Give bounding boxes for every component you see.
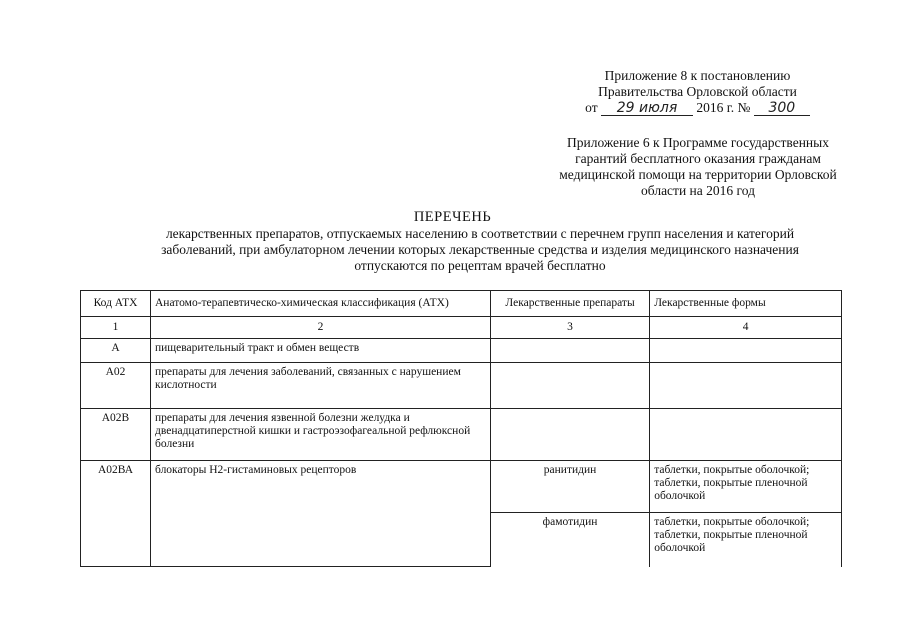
header-atc-classification: Анатомо-терапевтическо-химическая классификация (АТХ) <box>151 291 491 317</box>
appendix-6-line1: Приложение 6 к Программе государственных <box>567 135 829 150</box>
subtitle-line1: лекарственных препаратов, отпускаемых населению в соответствии с перечнем групп населения и категорий <box>165 226 795 241</box>
drug-cell: ранитидин <box>490 461 649 513</box>
document-title: ПЕРЕЧЕНЬ <box>413 209 492 225</box>
appendix-8-date-line <box>575 100 820 116</box>
document-subtitle <box>95 226 865 274</box>
table-row <box>81 461 842 513</box>
forms-cell: таблетки, покрытые оболочкой; таблетки, покрытые пленочной оболочкой <box>650 513 842 567</box>
year-text: 2016 г. № <box>696 100 751 115</box>
atc-code-cell: А02ВА <box>81 461 151 567</box>
subtitle-line3: отпускаются по рецептам врачей бесплатно <box>354 258 606 273</box>
table-row <box>81 363 842 409</box>
forms-cell <box>650 339 842 363</box>
appendix-6-line3: медицинской помощи на территории Орловской <box>559 167 837 182</box>
handwritten-date: 29 июля <box>601 101 693 116</box>
forms-cell <box>650 363 842 409</box>
appendix-6-line2: гарантий бесплатного оказания гражданам <box>575 151 821 166</box>
drug-cell <box>490 409 649 461</box>
column-number: 2 <box>151 317 491 339</box>
forms-cell: таблетки, покрытые оболочкой; таблетки, покрытые пленочной оболочкой <box>650 461 842 513</box>
column-number: 4 <box>650 317 842 339</box>
handwritten-number: 300 <box>754 101 810 116</box>
drug-cell: фамотидин <box>490 513 649 567</box>
atc-class-cell: препараты для лечения язвенной болезни желудка и двенадцатиперстной кишки и гастроэзофагеальной рефлюксной болезни <box>151 409 491 461</box>
medications-table <box>80 290 842 567</box>
atc-code-cell: А02В <box>81 409 151 461</box>
drug-cell <box>490 363 649 409</box>
table-row <box>81 339 842 363</box>
atc-class-cell: пищеварительный тракт и обмен веществ <box>151 339 491 363</box>
atc-class-cell: препараты для лечения заболеваний, связанных с нарушением кислотности <box>151 363 491 409</box>
appendix-8-line2: Правительства Орловской области <box>598 84 797 99</box>
table-header-row <box>81 291 842 317</box>
column-number: 3 <box>490 317 649 339</box>
drug-cell <box>490 339 649 363</box>
header-atc-code: Код АТХ <box>81 291 151 317</box>
appendix-6-line4: области на 2016 год <box>641 183 755 198</box>
subtitle-line2: заболеваний, при амбулаторном лечении которых лекарственные средства и изделия медицинского назначения <box>161 242 799 257</box>
date-prefix: от <box>585 100 598 115</box>
atc-code-cell: А02 <box>81 363 151 409</box>
header-forms: Лекарственные формы <box>650 291 842 317</box>
atc-class-cell: блокаторы Н2-гистаминовых рецепторов <box>151 461 491 567</box>
appendix-6-header <box>538 135 858 199</box>
column-number-row <box>81 317 842 339</box>
table-row <box>81 409 842 461</box>
forms-cell <box>650 409 842 461</box>
atc-code-cell: А <box>81 339 151 363</box>
appendix-8-line1: Приложение 8 к постановлению <box>604 68 791 83</box>
appendix-8-header <box>575 68 820 116</box>
header-drugs: Лекарственные препараты <box>490 291 649 317</box>
column-number: 1 <box>81 317 151 339</box>
